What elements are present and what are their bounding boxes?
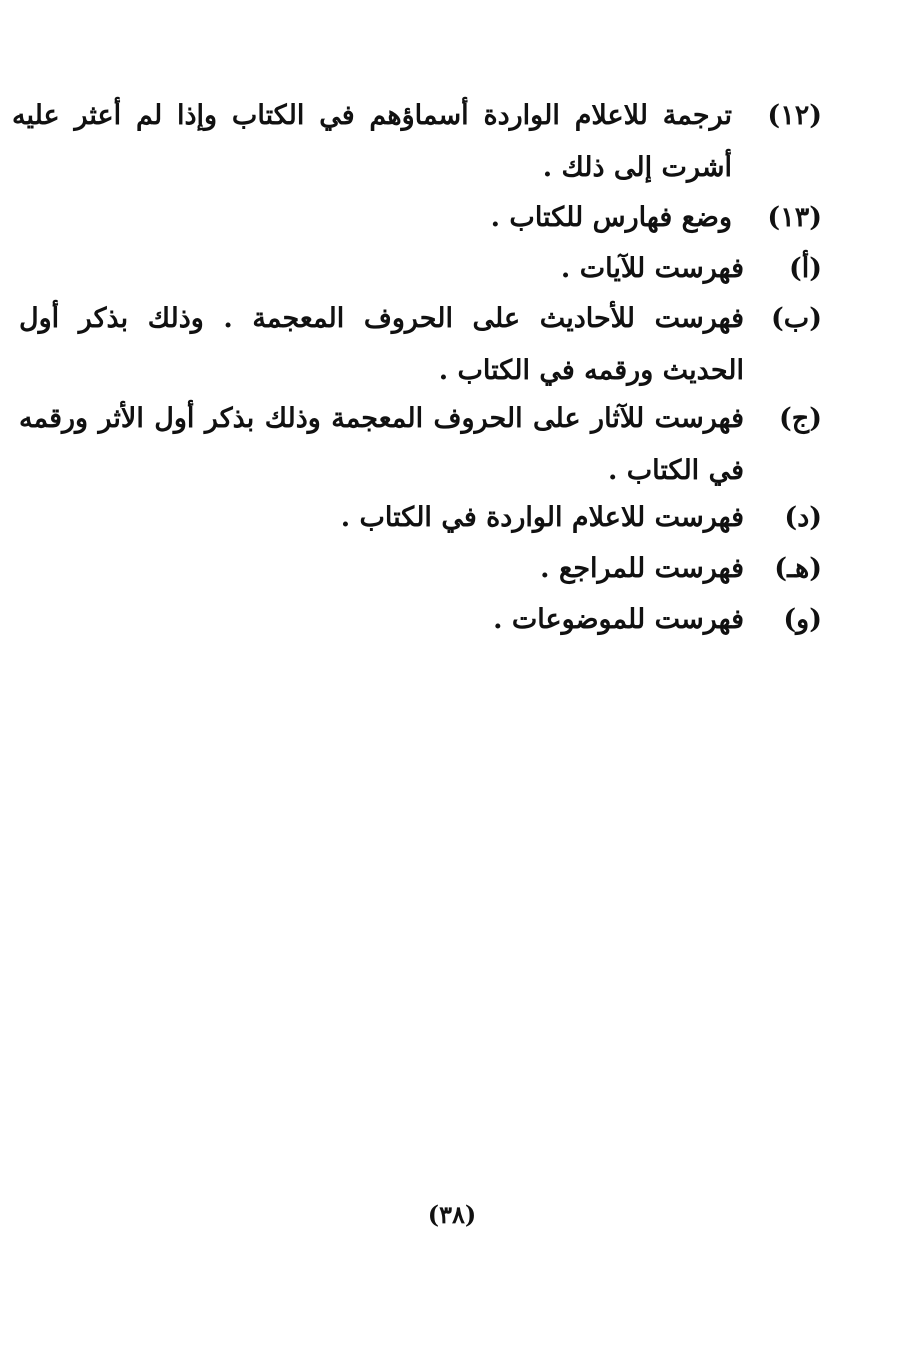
item-letter: (و) xyxy=(783,604,822,635)
item-text: فهرست للاعلام الواردة في الكتاب . xyxy=(340,502,744,533)
item-number: (١٢) xyxy=(767,100,822,131)
item-letter: (ب) xyxy=(771,303,822,334)
item-text: فهرست للمراجع . xyxy=(540,553,744,584)
item-text: فهرست للآثار على الحروف المعجمة وذلك بذكر أول الأثر ورقمه في الكتاب . xyxy=(19,403,744,486)
item-letter: (هـ) xyxy=(774,553,822,584)
item-text: ترجمة للاعلام الواردة أسماؤهم في الكتاب وإذا لم أعثر عليه أشرت إلى ذلك . xyxy=(12,100,732,183)
item-text: فهرست للموضوعات . xyxy=(493,604,744,635)
item-text: وضع فهارس للكتاب . xyxy=(490,202,732,233)
item-text: فهرست للآيات . xyxy=(560,253,744,284)
item-letter: (أ) xyxy=(788,253,822,284)
item-letter: (ج) xyxy=(779,403,822,434)
page-number: (٣٨) xyxy=(427,1200,477,1229)
item-text: فهرست للأحاديث على الحروف المعجمة . وذلك بذكر أول الحديث ورقمه في الكتاب . xyxy=(19,303,744,386)
item-number: (١٣) xyxy=(767,202,822,233)
item-letter: (د) xyxy=(784,502,822,533)
